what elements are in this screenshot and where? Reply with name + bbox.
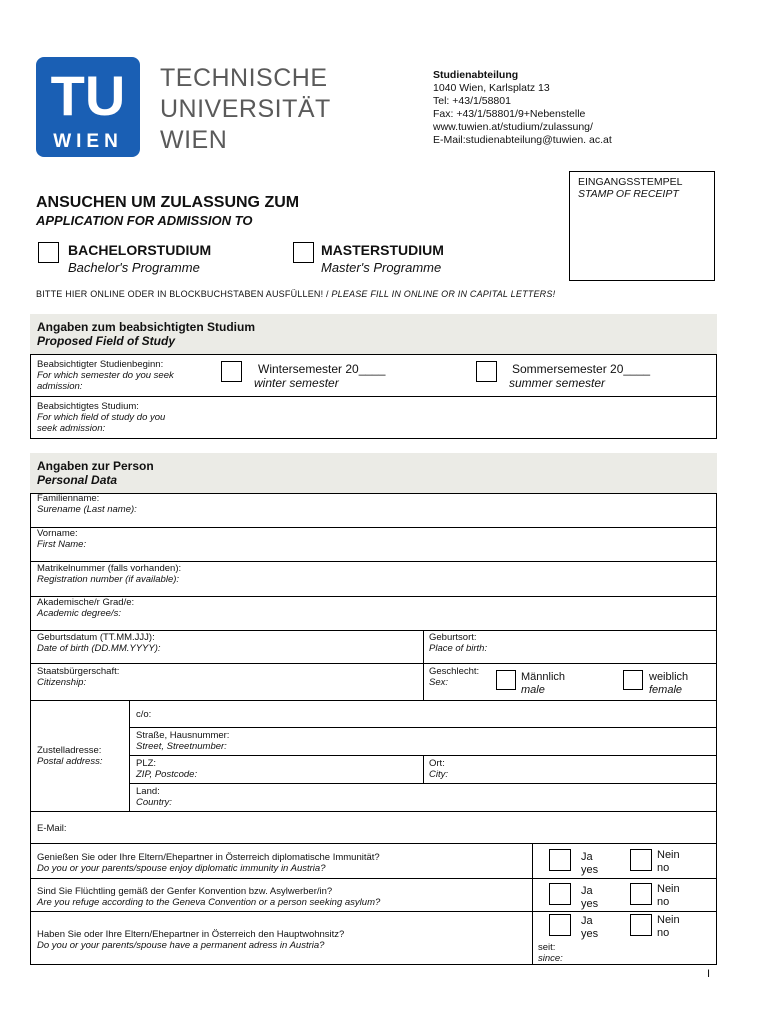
summer-semester-label: Sommersemester 20____: [512, 362, 651, 376]
email-input[interactable]: [90, 812, 716, 843]
immunity-yes-checkbox[interactable]: [549, 849, 571, 871]
pob-de: Geburtsort:: [429, 632, 477, 643]
zip-label: [136, 758, 197, 780]
bachelor-label: BACHELORSTUDIUM: [68, 242, 212, 258]
office-address: [433, 69, 612, 147]
question-residence-de: Haben Sie oder Ihre Eltern/Ehepartner in Österreich den Hauptwohnsitz?: [37, 929, 345, 940]
matrikel-de: Matrikelnummer (falls vorhanden):: [37, 563, 182, 574]
yes-en: yes: [581, 864, 599, 876]
city-de: Ort:: [429, 758, 445, 769]
logo-letters: TU: [50, 64, 126, 127]
yes-de: Ja: [581, 851, 593, 863]
zip-en: ZIP, Postcode:: [136, 769, 198, 780]
immunity-no-checkbox[interactable]: [630, 849, 652, 871]
yes-de: Ja: [581, 915, 593, 927]
female-en: female: [649, 684, 683, 696]
firstname-label: [37, 528, 86, 550]
divider: [129, 700, 130, 811]
divider: [30, 911, 717, 912]
firstname-input[interactable]: [200, 528, 716, 561]
university-line-2: UNIVERSITÄT: [160, 95, 331, 123]
residence-no-label: [657, 914, 680, 940]
residence-yes-checkbox[interactable]: [549, 914, 571, 936]
surname-de: Familienname:: [37, 493, 100, 504]
immunity-no-label: [657, 849, 680, 875]
street-de: Straße, Hausnummer:: [136, 730, 230, 741]
co-label: c/o:: [136, 709, 152, 720]
fill-instruction-en: PLEASE FILL IN ONLINE OR IN CAPITAL LETTERS!: [331, 289, 556, 299]
study-start-en-1: For which semester do you seek: [37, 370, 174, 381]
study-field-label: [37, 401, 165, 434]
study-field-input[interactable]: [180, 397, 716, 438]
winter-semester-checkbox[interactable]: [221, 361, 242, 382]
office-street: 1040 Wien, Karlsplatz 13: [433, 82, 550, 94]
university-line-1: TECHNISCHE: [160, 64, 328, 92]
stamp-label-de: EINGANGSSTEMPEL: [578, 176, 683, 188]
zip-de: PLZ:: [136, 758, 157, 769]
logo-wordmark: WIEN: [53, 131, 123, 152]
firstname-de: Vorname:: [37, 528, 78, 539]
citizenship-input[interactable]: [200, 664, 422, 700]
office-fax: Fax: +43/1/58801/9+Nebenstelle: [433, 108, 586, 120]
postal-de: Zustelladresse:: [37, 745, 102, 756]
dob-input[interactable]: [200, 631, 422, 663]
country-label: [136, 786, 172, 808]
matrikel-label: [37, 563, 181, 585]
matrikel-en: Registration number (if available):: [37, 574, 180, 585]
summer-semester-checkbox[interactable]: [476, 361, 497, 382]
section-study-header: [30, 314, 717, 354]
surname-en: Surename (Last name):: [37, 504, 137, 515]
citizenship-label: [37, 666, 119, 688]
study-field-de: Beabsichtigtes Studium:: [37, 401, 139, 412]
bachelor-checkbox[interactable]: [38, 242, 59, 263]
fill-instruction-de: BITTE HIER ONLINE ODER IN BLOCKBUCHSTABEN AUSFÜLLEN! /: [36, 289, 332, 299]
country-en: Country:: [136, 797, 172, 808]
yes-en: yes: [581, 898, 599, 910]
winter-semester-label-en: winter semester: [254, 376, 339, 390]
male-en: male: [521, 684, 545, 696]
sex-de: Geschlecht:: [429, 666, 480, 677]
no-en: no: [657, 896, 670, 908]
citizenship-de: Staatsbürgerschaft:: [37, 666, 120, 677]
male-label: [521, 671, 565, 697]
question-residence-en: Do you or your parents/spouse have a permanent adress in Austria?: [37, 940, 325, 951]
pob-label: [429, 632, 487, 654]
refugee-yes-checkbox[interactable]: [549, 883, 571, 905]
zip-input[interactable]: [220, 756, 422, 783]
residence-yes-label: [581, 915, 598, 941]
surname-input[interactable]: [200, 494, 716, 527]
female-checkbox[interactable]: [623, 670, 643, 690]
no-en: no: [657, 862, 670, 874]
pob-input[interactable]: [510, 631, 716, 663]
male-checkbox[interactable]: [496, 670, 516, 690]
summer-semester-label-en: summer semester: [509, 376, 606, 390]
refugee-no-label: [657, 883, 680, 909]
yes-en: yes: [581, 928, 599, 940]
university-name: [160, 63, 331, 156]
study-start-de: Beabsichtigter Studienbeginn:: [37, 359, 164, 370]
master-label-en: Master's Programme: [321, 260, 442, 275]
since-en: since:: [538, 953, 563, 964]
master-label: MASTERSTUDIUM: [321, 242, 444, 258]
question-immunity-en: Do you or your parents/spouse enjoy diplomatic immunity in Austria?: [37, 863, 326, 874]
sex-label: [429, 666, 479, 688]
postal-address-label: [37, 745, 102, 767]
university-line-3: WIEN: [160, 126, 228, 154]
study-start-label: [37, 359, 174, 392]
question-refugee-de: Sind Sie Flüchtling gemäß der Genfer Konvention bzw. Asylwerber/in?: [37, 886, 333, 897]
no-de: Nein: [657, 883, 680, 895]
stamp-label-en: STAMP OF RECEIPT: [578, 188, 679, 200]
page-number: I: [707, 968, 711, 980]
section-study-title-en: Proposed Field of Study: [37, 334, 176, 348]
email-label: E-Mail:: [37, 823, 67, 834]
degree-de: Akademische/r Grad/e:: [37, 597, 135, 608]
street-en: Street, Streetnumber:: [136, 741, 227, 752]
question-refugee: [37, 886, 380, 908]
study-start-en-2: admission:: [37, 381, 83, 392]
office-tel: Tel: +43/1/58801: [433, 95, 511, 107]
dob-de: Geburtsdatum (TT.MM.JJJ):: [37, 632, 155, 643]
city-en: City:: [429, 769, 448, 780]
degree-input[interactable]: [200, 597, 716, 630]
postal-en: Postal address:: [37, 756, 103, 767]
question-refugee-en: Are you refuge according to the Geneva Convention or a person seeking asylum?: [37, 897, 381, 908]
office-email: E-Mail:studienabteilung@tuwien. ac.at: [433, 134, 612, 146]
matrikel-input[interactable]: [240, 562, 716, 596]
citizenship-en: Citizenship:: [37, 677, 87, 688]
immunity-yes-label: [581, 851, 598, 877]
no-en: no: [657, 927, 670, 939]
degree-label: [37, 597, 134, 619]
sex-en: Sex:: [429, 677, 449, 688]
degree-en: Academic degree/s:: [37, 608, 121, 619]
section-person-header: [30, 453, 717, 493]
since-de: seit:: [538, 942, 556, 953]
city-input[interactable]: [470, 756, 716, 783]
stamp-of-receipt-box: [569, 171, 715, 281]
office-web: www.tuwien.at/studium/zulassung/: [433, 121, 593, 133]
pob-en: Place of birth:: [429, 643, 488, 654]
fill-instruction: [36, 289, 555, 299]
divider: [532, 843, 533, 965]
winter-semester-label: Wintersemester 20____: [258, 362, 386, 376]
no-de: Nein: [657, 914, 680, 926]
street-input[interactable]: [260, 728, 716, 755]
refugee-yes-label: [581, 885, 598, 911]
female-label: [649, 671, 688, 697]
section-study-title: Angaben zum beabsichtigten Studium: [37, 320, 256, 334]
refugee-no-checkbox[interactable]: [630, 883, 652, 905]
section-person-title: Angaben zur Person: [37, 459, 154, 473]
study-field-en-1: For which field of study do you: [37, 412, 166, 423]
country-de: Land:: [136, 786, 160, 797]
question-residence: [37, 929, 344, 951]
surname-label: [37, 493, 137, 515]
divider: [423, 630, 424, 700]
since-label: [538, 942, 563, 964]
dob-label: [37, 632, 161, 654]
bachelor-label-en: Bachelor's Programme: [68, 260, 200, 275]
divider: [423, 755, 424, 783]
firstname-en: First Name:: [37, 539, 87, 550]
form-subtitle: APPLICATION FOR ADMISSION TO: [36, 213, 253, 228]
residence-no-checkbox[interactable]: [630, 914, 652, 936]
section-person-title-en: Personal Data: [37, 473, 118, 487]
co-input[interactable]: [170, 701, 716, 727]
male-de: Männlich: [521, 671, 566, 683]
dob-en: Date of birth (DD.MM.YYYY):: [37, 643, 161, 654]
city-label: [429, 758, 448, 780]
divider: [30, 878, 717, 879]
street-label: [136, 730, 229, 752]
divider: [30, 843, 717, 844]
country-input[interactable]: [200, 784, 716, 811]
master-checkbox[interactable]: [293, 242, 314, 263]
question-immunity: [37, 852, 380, 874]
yes-de: Ja: [581, 885, 593, 897]
form-title: ANSUCHEN UM ZULASSUNG ZUM: [36, 194, 300, 211]
study-field-en-2: seek admission:: [37, 423, 106, 434]
tu-wien-logo: [36, 57, 140, 157]
since-input[interactable]: [570, 940, 716, 964]
no-de: Nein: [657, 849, 680, 861]
office-title: Studienabteilung: [433, 69, 519, 81]
question-immunity-de: Genießen Sie oder Ihre Eltern/Ehepartner in Österreich diplomatische Immunität?: [37, 852, 380, 863]
female-de: weiblich: [649, 671, 689, 683]
